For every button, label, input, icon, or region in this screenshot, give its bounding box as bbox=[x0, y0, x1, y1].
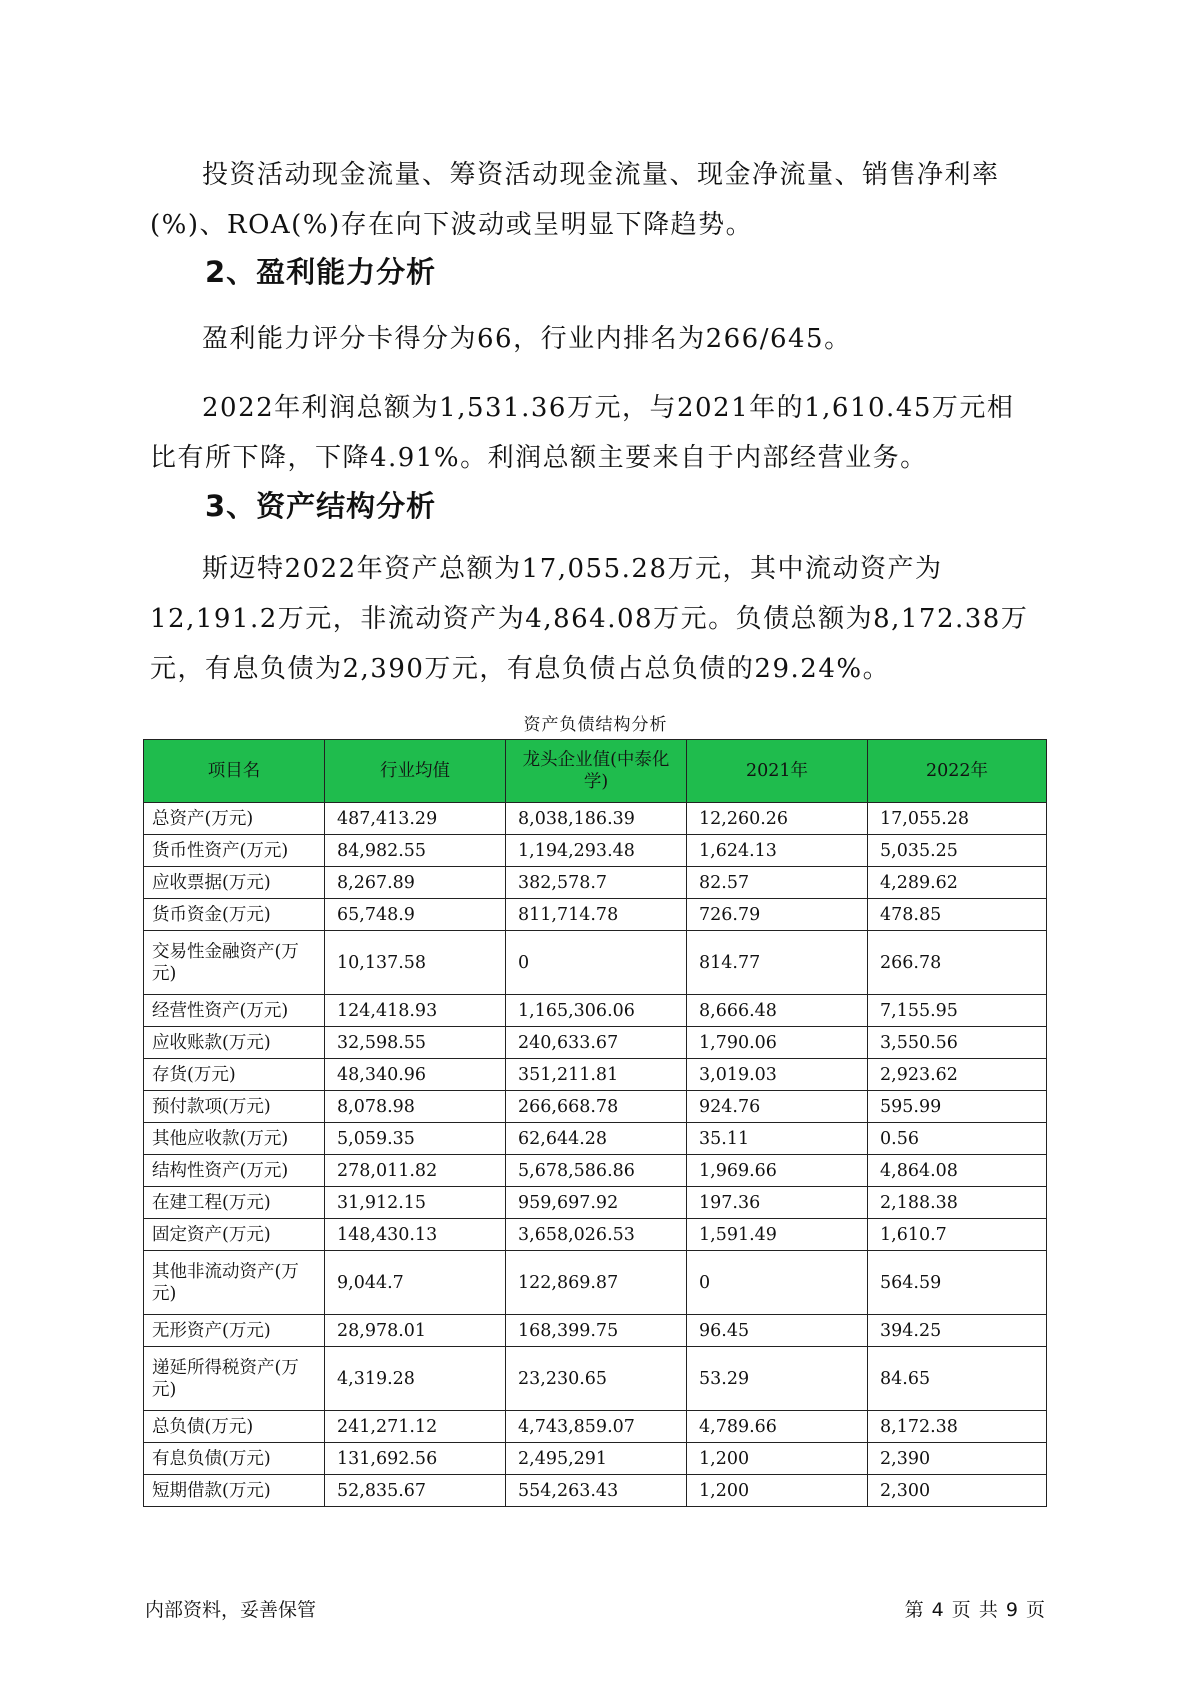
header-2021: 2021年 bbox=[687, 740, 868, 803]
footer-confidential-note: 内部资料，妥善保管 bbox=[145, 1599, 317, 1621]
row-label-cell: 结构性资产(万元) bbox=[144, 1155, 325, 1187]
value-cell: 5,678,586.86 bbox=[506, 1155, 687, 1187]
value-cell: 382,578.7 bbox=[506, 867, 687, 899]
paragraph-text: 盈利能力评分卡得分为66，行业内排名为266/645。 bbox=[202, 324, 852, 354]
value-cell: 2,188.38 bbox=[868, 1187, 1047, 1219]
value-cell: 84,982.55 bbox=[325, 835, 506, 867]
row-label-cell: 有息负债(万元) bbox=[144, 1443, 325, 1475]
value-cell: 394.25 bbox=[868, 1315, 1047, 1347]
value-cell: 1,200 bbox=[687, 1443, 868, 1475]
value-cell: 96.45 bbox=[687, 1315, 868, 1347]
table-row bbox=[144, 803, 1047, 835]
value-cell: 4,743,859.07 bbox=[506, 1411, 687, 1443]
value-cell: 2,390 bbox=[868, 1443, 1047, 1475]
table-row bbox=[144, 1475, 1047, 1507]
table-row bbox=[144, 867, 1047, 899]
value-cell: 1,194,293.48 bbox=[506, 835, 687, 867]
value-cell: 2,495,291 bbox=[506, 1443, 687, 1475]
value-cell: 1,790.06 bbox=[687, 1027, 868, 1059]
value-cell: 1,200 bbox=[687, 1475, 868, 1507]
table-row bbox=[144, 899, 1047, 931]
value-cell: 48,340.96 bbox=[325, 1059, 506, 1091]
value-cell: 197.36 bbox=[687, 1187, 868, 1219]
value-cell: 23,230.65 bbox=[506, 1347, 687, 1411]
paragraph-profit-score bbox=[150, 314, 1040, 364]
table-row bbox=[144, 1187, 1047, 1219]
value-cell: 9,044.7 bbox=[325, 1251, 506, 1315]
paragraph-trend-summary bbox=[150, 150, 1040, 250]
row-label-cell: 存货(万元) bbox=[144, 1059, 325, 1091]
value-cell: 1,165,306.06 bbox=[506, 995, 687, 1027]
row-label-cell: 货币资金(万元) bbox=[144, 899, 325, 931]
row-label-cell: 短期借款(万元) bbox=[144, 1475, 325, 1507]
value-cell: 0 bbox=[687, 1251, 868, 1315]
row-label-cell: 预付款项(万元) bbox=[144, 1091, 325, 1123]
value-cell: 811,714.78 bbox=[506, 899, 687, 931]
value-cell: 2,300 bbox=[868, 1475, 1047, 1507]
value-cell: 595.99 bbox=[868, 1091, 1047, 1123]
value-cell: 4,319.28 bbox=[325, 1347, 506, 1411]
value-cell: 10,137.58 bbox=[325, 931, 506, 995]
value-cell: 1,610.7 bbox=[868, 1219, 1047, 1251]
header-leader-value: 龙头企业值(中泰化学) bbox=[506, 740, 687, 803]
table-row bbox=[144, 835, 1047, 867]
value-cell: 3,658,026.53 bbox=[506, 1219, 687, 1251]
row-label-cell: 总资产(万元) bbox=[144, 803, 325, 835]
value-cell: 131,692.56 bbox=[325, 1443, 506, 1475]
row-label-cell: 经营性资产(万元) bbox=[144, 995, 325, 1027]
paragraph-text: 投资活动现金流量、筹资活动现金流量、现金净流量、销售净利率(%)、ROA(%)存在向下波动或呈明显下降趋势。 bbox=[150, 160, 1000, 240]
row-label-cell: 在建工程(万元) bbox=[144, 1187, 325, 1219]
value-cell: 4,864.08 bbox=[868, 1155, 1047, 1187]
table-row bbox=[144, 1347, 1047, 1411]
value-cell: 4,789.66 bbox=[687, 1411, 868, 1443]
value-cell: 478.85 bbox=[868, 899, 1047, 931]
table-row bbox=[144, 1155, 1047, 1187]
value-cell: 1,969.66 bbox=[687, 1155, 868, 1187]
table-row bbox=[144, 1315, 1047, 1347]
value-cell: 35.11 bbox=[687, 1123, 868, 1155]
table-row bbox=[144, 995, 1047, 1027]
row-label-cell: 无形资产(万元) bbox=[144, 1315, 325, 1347]
value-cell: 8,078.98 bbox=[325, 1091, 506, 1123]
value-cell: 65,748.9 bbox=[325, 899, 506, 931]
row-label-cell: 应收票据(万元) bbox=[144, 867, 325, 899]
header-2022: 2022年 bbox=[868, 740, 1047, 803]
table-header-row bbox=[144, 740, 1047, 803]
table-row bbox=[144, 1059, 1047, 1091]
value-cell: 8,666.48 bbox=[687, 995, 868, 1027]
balance-sheet-table bbox=[143, 739, 1047, 1507]
value-cell: 124,418.93 bbox=[325, 995, 506, 1027]
value-cell: 84.65 bbox=[868, 1347, 1047, 1411]
value-cell: 5,035.25 bbox=[868, 835, 1047, 867]
value-cell: 0 bbox=[506, 931, 687, 995]
value-cell: 7,155.95 bbox=[868, 995, 1047, 1027]
value-cell: 17,055.28 bbox=[868, 803, 1047, 835]
value-cell: 554,263.43 bbox=[506, 1475, 687, 1507]
value-cell: 351,211.81 bbox=[506, 1059, 687, 1091]
table-row bbox=[144, 1027, 1047, 1059]
value-cell: 8,172.38 bbox=[868, 1411, 1047, 1443]
table-row bbox=[144, 1251, 1047, 1315]
value-cell: 52,835.67 bbox=[325, 1475, 506, 1507]
value-cell: 726.79 bbox=[687, 899, 868, 931]
footer-page-number: 第 4 页 共 9 页 bbox=[904, 1599, 1046, 1621]
value-cell: 3,019.03 bbox=[687, 1059, 868, 1091]
row-label-cell: 其他非流动资产(万元) bbox=[144, 1251, 325, 1315]
table-row bbox=[144, 1091, 1047, 1123]
value-cell: 4,289.62 bbox=[868, 867, 1047, 899]
heading-asset-structure: 3、资产结构分析 bbox=[205, 489, 437, 523]
row-label-cell: 递延所得税资产(万元) bbox=[144, 1347, 325, 1411]
value-cell: 53.29 bbox=[687, 1347, 868, 1411]
row-label-cell: 货币性资产(万元) bbox=[144, 835, 325, 867]
value-cell: 12,260.26 bbox=[687, 803, 868, 835]
value-cell: 32,598.55 bbox=[325, 1027, 506, 1059]
table-row bbox=[144, 1411, 1047, 1443]
row-label-cell: 其他应收款(万元) bbox=[144, 1123, 325, 1155]
value-cell: 924.76 bbox=[687, 1091, 868, 1123]
value-cell: 959,697.92 bbox=[506, 1187, 687, 1219]
value-cell: 62,644.28 bbox=[506, 1123, 687, 1155]
value-cell: 0.56 bbox=[868, 1123, 1047, 1155]
value-cell: 168,399.75 bbox=[506, 1315, 687, 1347]
paragraph-text: 斯迈特2022年资产总额为17,055.28万元，其中流动资产为12,191.2万元，非流动资产为4,864.08万元。负债总额为8,172.38万元，有息负债为2,390万元，有息负债占总负债的29.24%。 bbox=[150, 554, 1029, 684]
value-cell: 240,633.67 bbox=[506, 1027, 687, 1059]
table-row bbox=[144, 1443, 1047, 1475]
table-row bbox=[144, 931, 1047, 995]
value-cell: 2,923.62 bbox=[868, 1059, 1047, 1091]
row-label-cell: 交易性金融资产(万元) bbox=[144, 931, 325, 995]
value-cell: 1,591.49 bbox=[687, 1219, 868, 1251]
header-item-name: 项目名 bbox=[144, 740, 325, 803]
value-cell: 28,978.01 bbox=[325, 1315, 506, 1347]
value-cell: 241,271.12 bbox=[325, 1411, 506, 1443]
value-cell: 487,413.29 bbox=[325, 803, 506, 835]
paragraph-text: 2022年利润总额为1,531.36万元，与2021年的1,610.45万元相比有所下降，下降4.91%。利润总额主要来自于内部经营业务。 bbox=[150, 393, 1015, 473]
value-cell: 1,624.13 bbox=[687, 835, 868, 867]
value-cell: 5,059.35 bbox=[325, 1123, 506, 1155]
paragraph-total-profit bbox=[150, 383, 1040, 483]
header-industry-avg: 行业均值 bbox=[325, 740, 506, 803]
row-label-cell: 总负债(万元) bbox=[144, 1411, 325, 1443]
table-row bbox=[144, 1123, 1047, 1155]
heading-profitability: 2、盈利能力分析 bbox=[205, 255, 437, 289]
value-cell: 82.57 bbox=[687, 867, 868, 899]
paragraph-asset-summary bbox=[150, 544, 1040, 694]
value-cell: 122,869.87 bbox=[506, 1251, 687, 1315]
value-cell: 31,912.15 bbox=[325, 1187, 506, 1219]
value-cell: 8,267.89 bbox=[325, 867, 506, 899]
value-cell: 266,668.78 bbox=[506, 1091, 687, 1123]
value-cell: 266.78 bbox=[868, 931, 1047, 995]
value-cell: 564.59 bbox=[868, 1251, 1047, 1315]
value-cell: 278,011.82 bbox=[325, 1155, 506, 1187]
table-row bbox=[144, 1219, 1047, 1251]
value-cell: 148,430.13 bbox=[325, 1219, 506, 1251]
row-label-cell: 固定资产(万元) bbox=[144, 1219, 325, 1251]
row-label-cell: 应收账款(万元) bbox=[144, 1027, 325, 1059]
value-cell: 814.77 bbox=[687, 931, 868, 995]
table-caption: 资产负债结构分析 bbox=[523, 715, 668, 735]
value-cell: 8,038,186.39 bbox=[506, 803, 687, 835]
value-cell: 3,550.56 bbox=[868, 1027, 1047, 1059]
